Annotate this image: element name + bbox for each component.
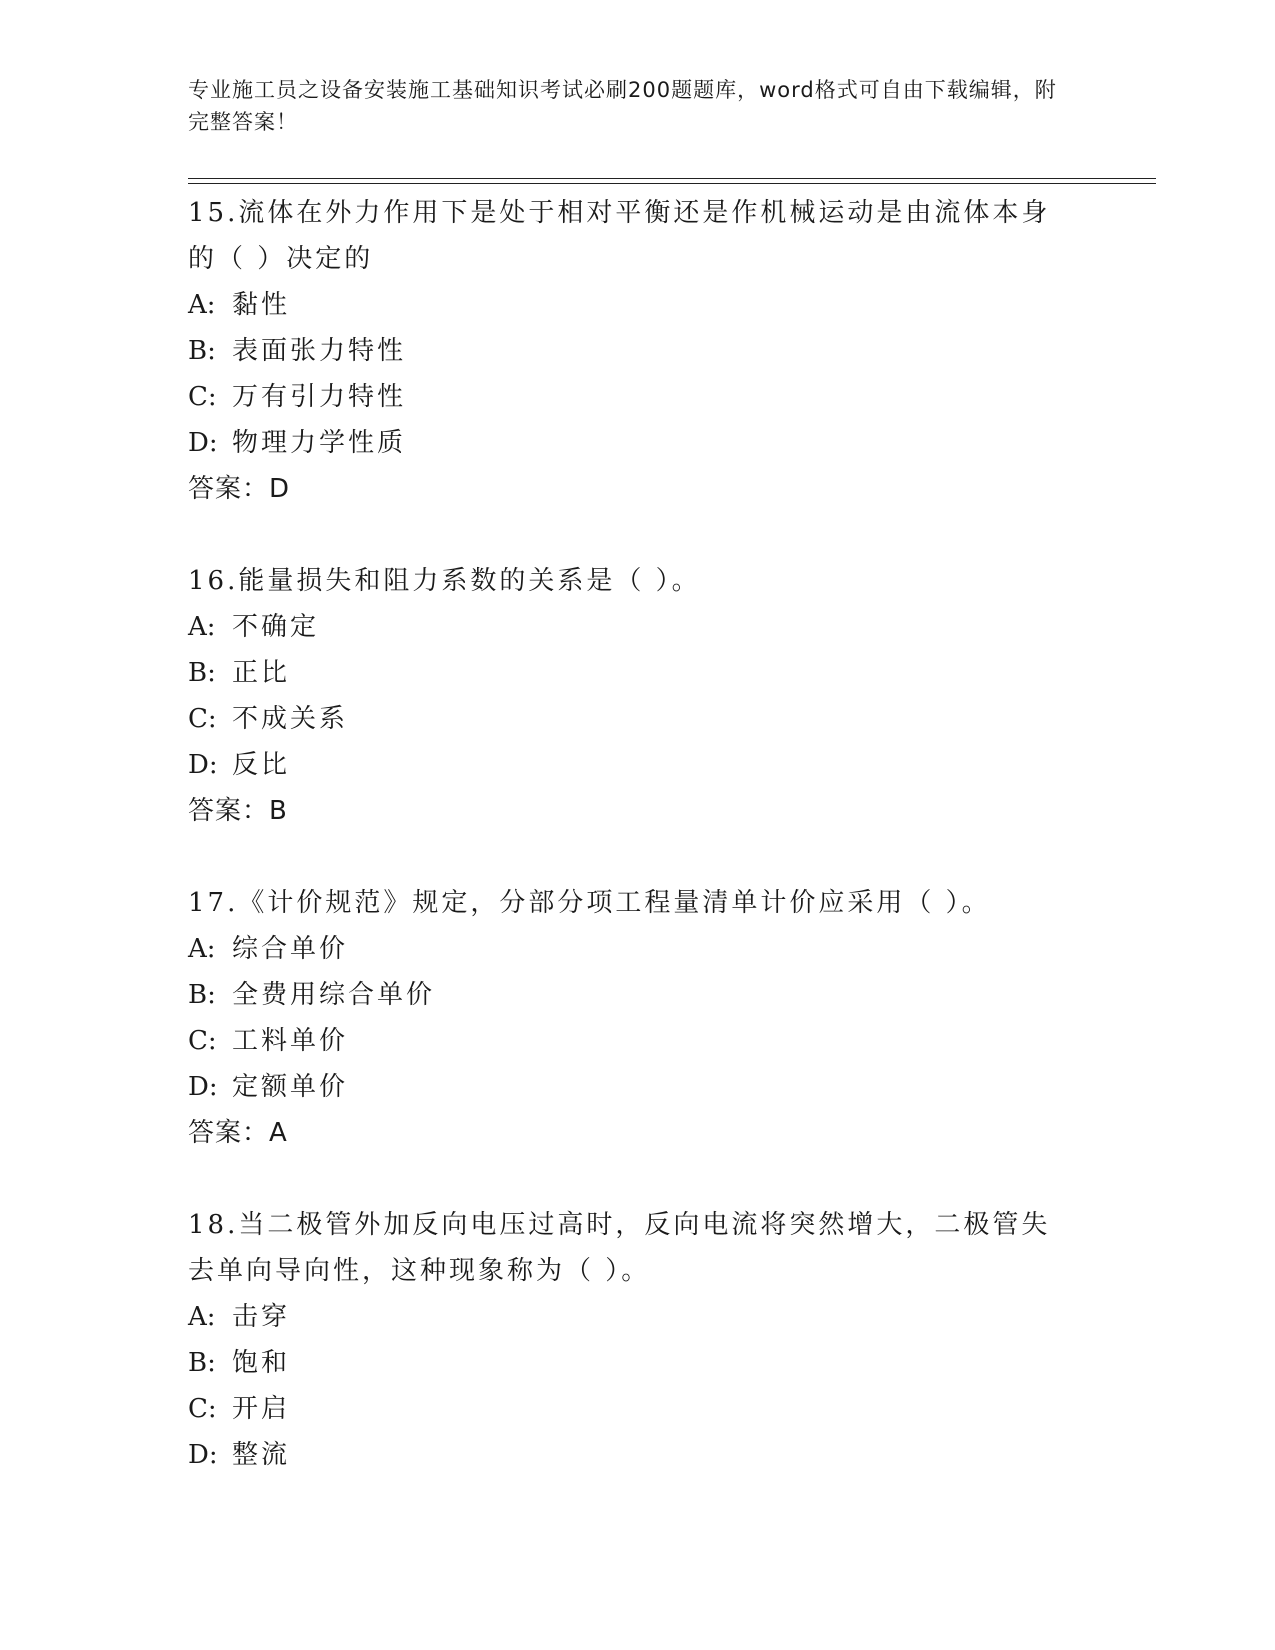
option-a [188,1294,1088,1340]
answer: 答案：D [188,474,291,504]
option-text: 工料单价 [232,1026,349,1056]
question-text: 17.《计价规范》规定，分部分项工程量清单计价应采用（ ）。 [188,888,991,918]
option-letter: D: [188,428,218,458]
option-letter: B: [188,658,216,688]
option-b [188,1340,1088,1386]
option-letter: A: [188,612,216,642]
header-divider-bottom [188,183,1156,184]
option-letter: C: [188,704,217,734]
option-text: 表面张力特性 [232,336,407,366]
option-letter: B: [188,980,216,1010]
question-15 [188,190,1088,512]
option-text: 不成关系 [232,704,349,734]
option-letter: A: [188,290,216,320]
option-text: 物理力学性质 [232,428,407,458]
option-d [188,1432,1088,1478]
answer: 答案：B [188,796,288,826]
question-16 [188,558,1088,834]
option-letter: C: [188,382,217,412]
option-c [188,374,1088,420]
question-text: 15.流体在外力作用下是处于相对平衡还是作机械运动是由流体本身的（ ）决定的 [188,198,1051,274]
option-text: 定额单价 [232,1072,349,1102]
option-a [188,604,1088,650]
question-18 [188,1202,1088,1478]
option-letter: D: [188,1072,218,1102]
option-text: 整流 [232,1440,291,1470]
option-text: 开启 [232,1394,291,1424]
question-text: 18.当二极管外加反向电压过高时，反向电流将突然增大，二极管失去单向导向性，这种现象称为（ ）。 [188,1210,1051,1286]
option-d [188,742,1088,788]
header-divider-top [188,178,1156,179]
option-text: 正比 [232,658,291,688]
option-b [188,328,1088,374]
answer: 答案：A [188,1118,288,1148]
option-c [188,1386,1088,1432]
option-text: 反比 [232,750,291,780]
option-letter: C: [188,1026,217,1056]
question-list [188,190,1088,1524]
option-text: 饱和 [232,1348,291,1378]
option-c [188,1018,1088,1064]
option-c [188,696,1088,742]
option-d [188,1064,1088,1110]
option-text: 综合单价 [232,934,349,964]
option-b [188,972,1088,1018]
option-d [188,420,1088,466]
option-text: 不确定 [232,612,320,642]
option-letter: A: [188,934,216,964]
option-a [188,282,1088,328]
option-letter: B: [188,336,216,366]
document-title: 专业施工员之设备安装施工基础知识考试必刷200题题库，word格式可自由下载编辑，附完整答案！ [188,78,1057,134]
option-letter: C: [188,1394,217,1424]
option-text: 万有引力特性 [232,382,407,412]
option-a [188,926,1088,972]
option-b [188,650,1088,696]
document-header [188,74,1068,138]
option-text: 黏性 [232,290,291,320]
option-letter: D: [188,750,218,780]
question-17 [188,880,1088,1156]
option-letter: A: [188,1302,216,1332]
option-letter: B: [188,1348,216,1378]
option-text: 全费用综合单价 [232,980,436,1010]
question-text: 16.能量损失和阻力系数的关系是（ ）。 [188,566,701,596]
option-text: 击穿 [232,1302,291,1332]
option-letter: D: [188,1440,218,1470]
